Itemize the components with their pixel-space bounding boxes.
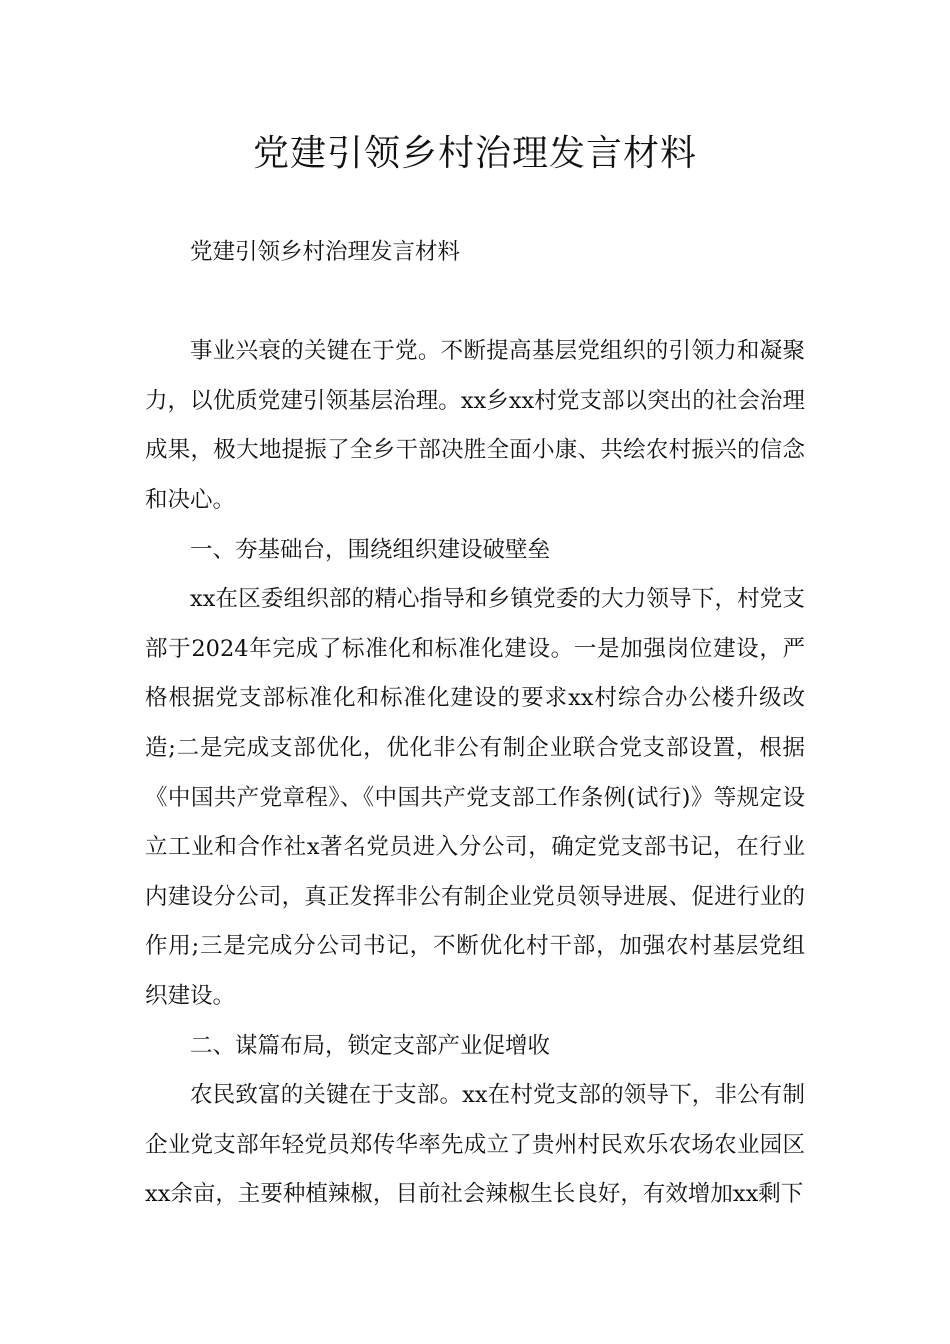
document-body	[145, 228, 805, 1220]
document-title: 党建引领乡村治理发言材料	[252, 133, 697, 174]
section-heading-2: 二、谋篇布局，锁定支部产业促增收	[190, 1032, 551, 1059]
paragraph-intro: 事业兴衰的关键在于党。不断提高基层党组织的引领力和凝聚力，以优质党建引领基层治理。xx乡xx村党支部以突出的社会治理成果，极大地提振了全乡干部决胜全面小康、共绘农村振兴的信念和决心。	[145, 338, 805, 513]
section-heading-1: 一、夯基础台，围绕组织建设破壁垒	[190, 536, 551, 563]
document-subtitle: 党建引领乡村治理发言材料	[190, 239, 461, 265]
paragraph-section-1: xx在区委组织部的精心指导和乡镇党委的大力领导下，村党支部于2024年完成了标准化和标准化建设。一是加强岗位建设，严格根据党支部标准化和标准化建设的要求xx村综合办公楼升级改造;二是完成支部优化，优化非公有制企业联合党支部设置，根据《中国共产党章程》、《中国共产党支部工作条例(试行)》等规定设立工业和合作社x著名党员进入分公司，确定党支部书记，在行业内建设分公司，真正发挥非公有制企业党员领导进展、促进行业的作用;三是完成分公司书记，不断优化村干部，加强农村基层党组织建设。	[145, 586, 805, 1009]
paragraph-section-2: 农民致富的关键在于支部。xx在村党支部的领导下，非公有制企业党支部年轻党员郑传华率先成立了贵州村民欢乐农场农业园区xx余亩，主要种植辣椒，目前社会辣椒生长良好，有效增加xx剩下	[145, 1082, 805, 1208]
